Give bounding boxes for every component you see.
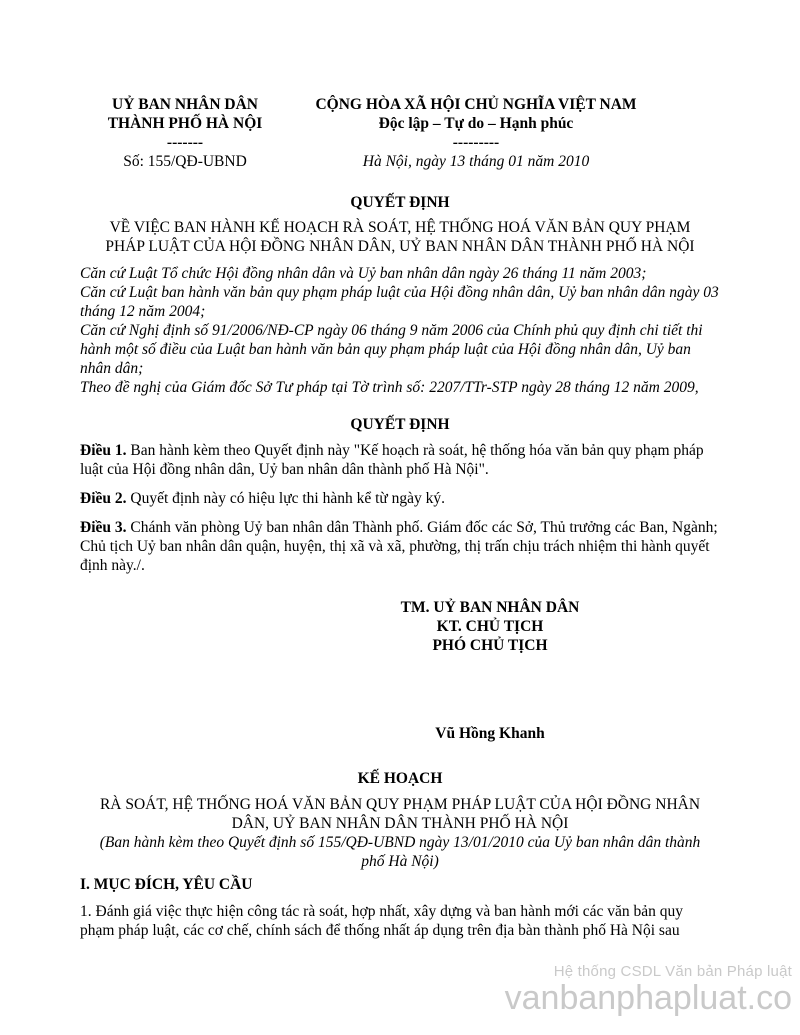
article-text: Quyết định này có hiệu lực thi hành kể từ ngày ký.: [126, 490, 446, 507]
signer-name: Vũ Hồng Khanh: [435, 725, 545, 742]
basis-item: Căn cứ Luật ban hành văn bản quy phạm pháp luật của Hội đồng nhân dân, Uỷ ban nhân dân ngày 03 tháng 12 năm 2004;: [80, 284, 719, 320]
document-number: Số: 155/QĐ-UBND: [123, 153, 247, 170]
signature-title-line2: KT. CHỦ TỊCH: [436, 618, 544, 635]
nation-name: CỘNG HÒA XÃ HỘI CHỦ NGHĨA VIỆT NAM: [315, 96, 637, 113]
issuing-agency-block: [90, 95, 280, 171]
article-2: [80, 489, 720, 508]
article-text: Ban hành kèm theo Quyết định này "Kế hoạch rà soát, hệ thống hóa văn bản quy phạm pháp luật của Hội đồng nhân dân, Uỷ ban nhân dân thành phố Hà Nội".: [80, 442, 704, 478]
section-paragraph: 1. Đánh giá việc thực hiện công tác rà soát, hợp nhất, xây dựng và ban hành mới các văn bản quy phạm pháp luật, các cơ chế, chính sách để thống nhất áp dụng trên địa bàn thành phố Hà Nội sau: [80, 903, 684, 939]
article-label: Điều 2.: [80, 490, 127, 507]
decision-subject-line1: VỀ VIỆC BAN HÀNH KẾ HOẠCH RÀ SOÁT, HỆ THỐNG HOÁ VĂN BẢN QUY PHẠM: [109, 219, 691, 236]
nation-motto: Độc lập – Tự do – Hạnh phúc: [378, 115, 574, 132]
section-heading: I. MỤC ĐÍCH, YÊU CẦU: [80, 876, 253, 893]
plan-issuance-note-line1: (Ban hành kèm theo Quyết định số 155/QĐ-UBND ngày 13/01/2010 của Uỷ ban nhân dân thành: [99, 834, 701, 851]
article-label: Điều 1.: [80, 442, 127, 459]
article-1: [80, 441, 720, 479]
agency-name-line1: UỶ BAN NHÂN DÂN: [112, 96, 258, 113]
agency-separator: -------: [166, 134, 204, 151]
article-label: Điều 3.: [80, 519, 127, 536]
article-3: [80, 518, 720, 575]
plan-subject-line2: DÂN, UỶ BAN NHÂN DÂN THÀNH PHỐ HÀ NỘI: [231, 815, 569, 832]
motto-separator: ---------: [452, 134, 500, 151]
plan-subject-line1: RÀ SOÁT, HỆ THỐNG HOÁ VĂN BẢN QUY PHẠM PHÁP LUẬT CỦA HỘI ĐỒNG NHÂN: [99, 796, 701, 813]
decision-subject: [80, 218, 720, 256]
watermark-site: vanbanphapluat.co: [504, 979, 792, 1017]
signature-block: [340, 598, 640, 655]
decision-subject-line2: PHÁP LUẬT CỦA HỘI ĐỒNG NHÂN DÂN, UỶ BAN NHÂN DÂN THÀNH PHỐ HÀ NỘI: [105, 238, 695, 255]
articles: [80, 441, 720, 585]
watermark-caption: Hệ thống CSDL Văn bản Pháp luật: [553, 963, 792, 980]
signature-title-line3: PHÓ CHỦ TỊCH: [432, 637, 548, 654]
place-and-date: Hà Nội, ngày 13 tháng 01 năm 2010: [362, 153, 590, 170]
national-motto-block: [300, 95, 652, 171]
plan-issuance-note-line2: phố Hà Nội): [361, 853, 439, 870]
decision-heading: QUYẾT ĐỊNH: [350, 416, 450, 433]
signature-title-line1: TM. UỶ BAN NHÂN DÂN: [400, 599, 580, 616]
decision-title: QUYẾT ĐỊNH: [350, 194, 450, 211]
legal-basis: [80, 264, 720, 397]
basis-item: Căn cứ Nghị định số 91/2006/NĐ-CP ngày 06 tháng 9 năm 2006 của Chính phủ quy định chi tiết thi hành một số điều của Luật ban hành văn bản quy phạm pháp luật của Hội đồng nhân dân, Uỷ ban nhân dân;: [80, 322, 703, 377]
basis-item: Căn cứ Luật Tổ chức Hội đồng nhân dân và Uỷ ban nhân dân ngày 26 tháng 11 năm 2003;: [80, 265, 647, 282]
basis-item: Theo đề nghị của Giám đốc Sở Tư pháp tại Tờ trình số: 2207/TTr-STP ngày 28 tháng 12 năm 2009,: [80, 379, 699, 396]
agency-name-line2: THÀNH PHỐ HÀ NỘI: [107, 115, 263, 132]
article-text: Chánh văn phòng Uỷ ban nhân dân Thành phố. Giám đốc các Sở, Thủ trưởng các Ban, Ngành; Chủ tịch Uỷ ban nhân dân quận, huyện, thị xã và xã, phường, thị trấn chịu trách nhiệm thi hành quyết định này./.: [80, 519, 718, 574]
plan-title: KẾ HOẠCH: [357, 770, 443, 787]
plan-subject: [80, 795, 720, 871]
